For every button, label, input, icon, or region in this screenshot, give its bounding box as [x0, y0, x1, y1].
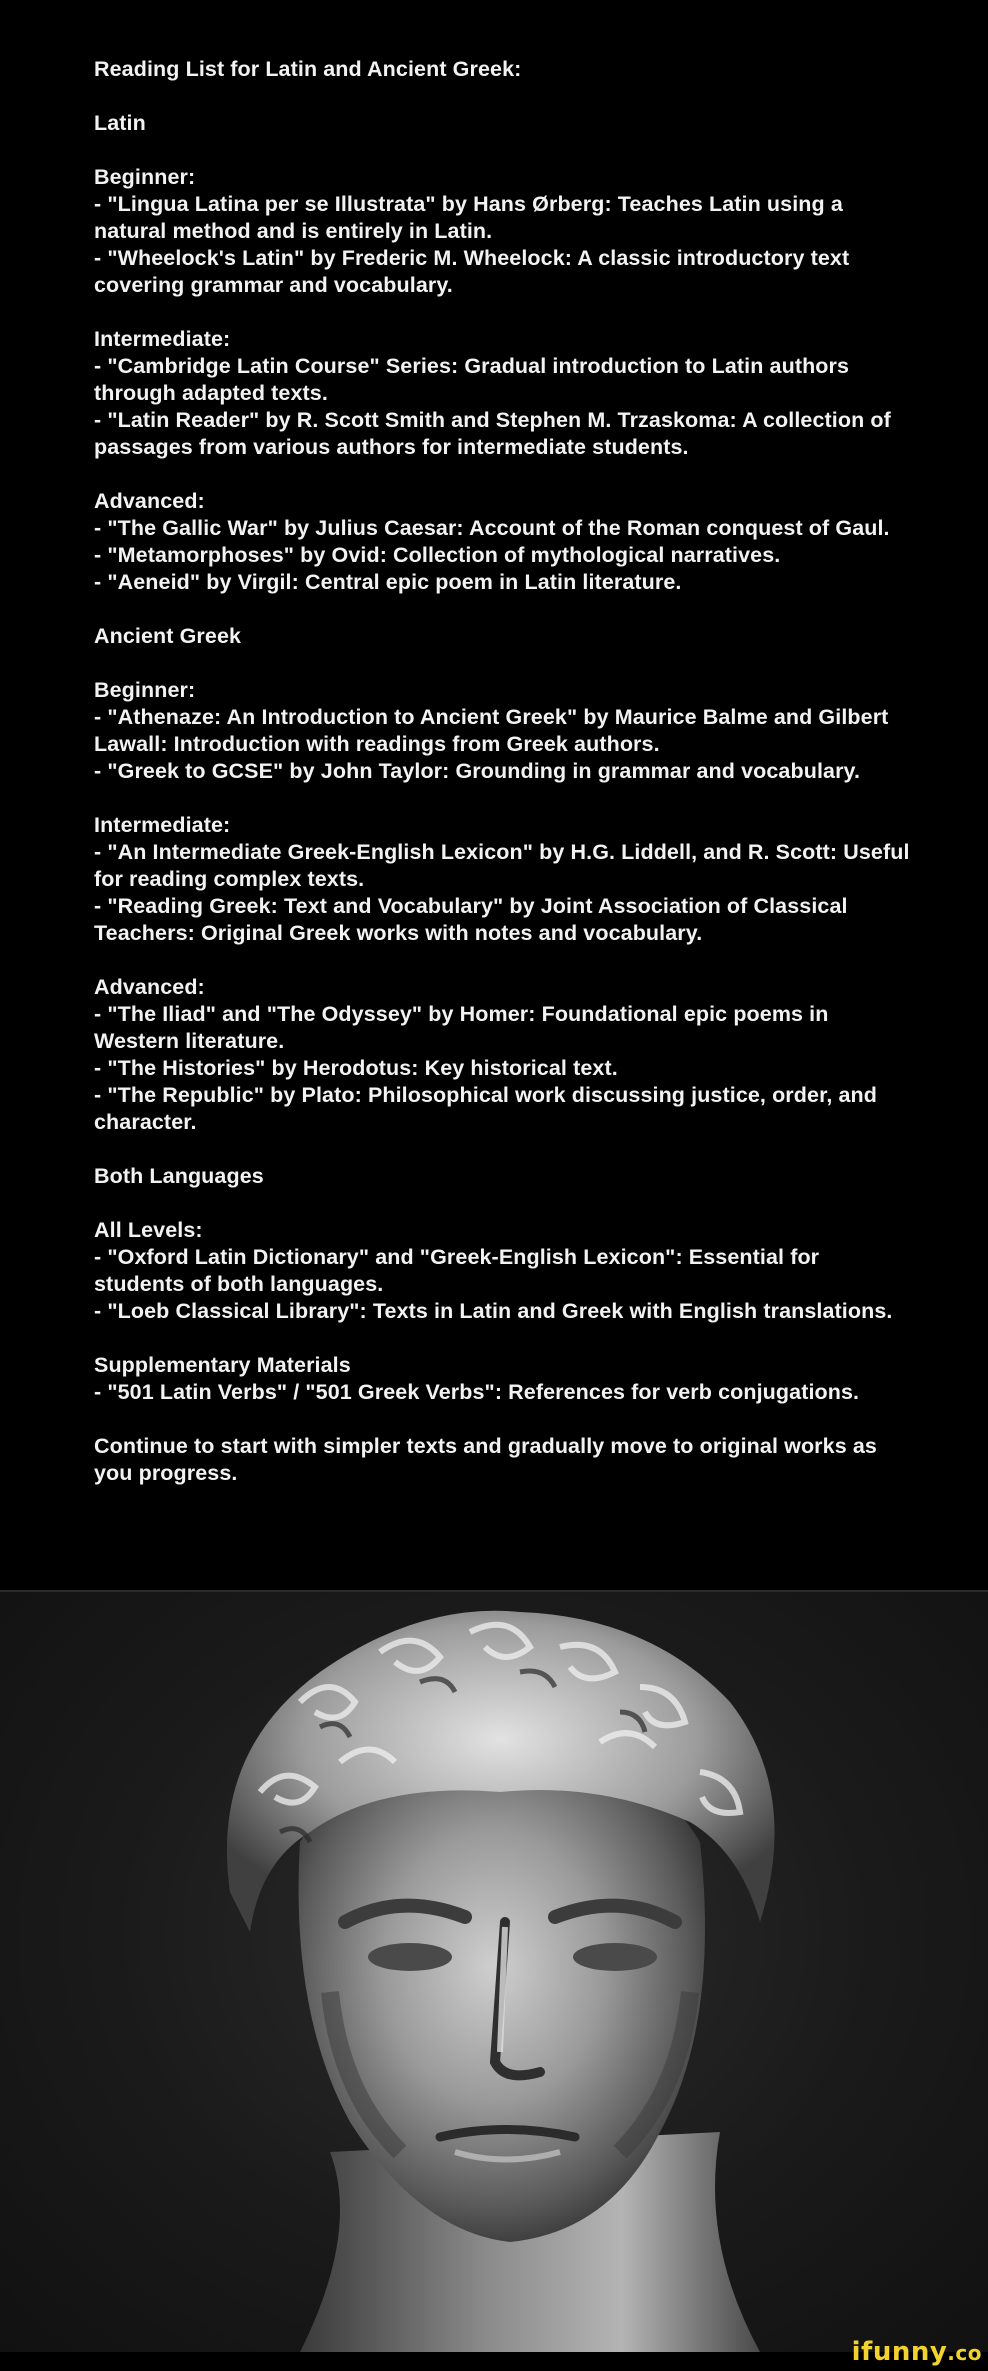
- reading-list-line: [94, 1136, 914, 1163]
- reading-list-line: - "Wheelock's Latin" by Frederic M. Wheelock: A classic introductory text covering grammar and vocabulary.: [94, 246, 856, 297]
- watermark-suffix: .co: [947, 2341, 982, 2365]
- reading-list-line: - "Metamorphoses" by Ovid: Collection of mythological narratives.: [94, 543, 781, 567]
- reading-list-line: Continue to start with simpler texts and gradually move to original works as you progress.: [94, 1434, 884, 1485]
- reading-list-line: [94, 137, 914, 164]
- reading-list-line: [94, 83, 914, 110]
- reading-list-line: - "Lingua Latina per se Illustrata" by Hans Ørberg: Teaches Latin using a natural method and is entirely in Latin.: [94, 192, 849, 243]
- reading-list-line: [94, 299, 914, 326]
- reading-list-line: Supplementary Materials: [94, 1353, 351, 1377]
- reading-list-line: - "The Histories" by Herodotus: Key historical text.: [94, 1056, 618, 1080]
- reading-list-line: [94, 1325, 914, 1352]
- reading-list-line: [94, 1406, 914, 1433]
- watermark-text: ifunny: [851, 2337, 948, 2367]
- reading-list-line: - "Aeneid" by Virgil: Central epic poem in Latin literature.: [94, 570, 682, 594]
- reading-list-line: Intermediate:: [94, 327, 231, 351]
- reading-list-line: - "An Intermediate Greek-English Lexicon" by H.G. Liddell, and R. Scott: Useful for reading complex texts.: [94, 840, 916, 891]
- reading-list-line: Beginner:: [94, 165, 196, 189]
- reading-list-line: - "The Republic" by Plato: Philosophical work discussing justice, order, and character.: [94, 1083, 884, 1134]
- reading-list-line: - "Greek to GCSE" by John Taylor: Grounding in grammar and vocabulary.: [94, 759, 861, 783]
- reading-list-line: [94, 1190, 914, 1217]
- reading-list-line: Reading List for Latin and Ancient Greek:: [94, 57, 522, 81]
- reading-list-line: Both Languages: [94, 1164, 264, 1188]
- reading-list-line: All Levels:: [94, 1218, 203, 1242]
- reading-list-line: [94, 596, 914, 623]
- reading-list-line: - "Reading Greek: Text and Vocabulary" by Joint Association of Classical Teachers: Original Greek works with notes and vocabulary.: [94, 894, 854, 945]
- ifunny-watermark[interactable]: [852, 2337, 982, 2367]
- reading-list-line: - "Latin Reader" by R. Scott Smith and Stephen M. Trzaskoma: A collection of passages from various authors for intermediate students.: [94, 408, 897, 459]
- reading-list-line: Ancient Greek: [94, 624, 242, 648]
- reading-list-line: [94, 785, 914, 812]
- reading-list-line: Latin: [94, 111, 146, 135]
- reading-list-line: - "501 Latin Verbs" / "501 Greek Verbs": References for verb conjugations.: [94, 1380, 860, 1404]
- marble-statue-head-icon: [0, 1592, 988, 2352]
- reading-list-text: [94, 56, 914, 1487]
- reading-list-line: - "The Gallic War" by Julius Caesar: Account of the Roman conquest of Gaul.: [94, 516, 890, 540]
- reading-list-line: - "Loeb Classical Library": Texts in Latin and Greek with English translations.: [94, 1299, 893, 1323]
- reading-list-line: - "Oxford Latin Dictionary" and "Greek-English Lexicon": Essential for students of both languages.: [94, 1245, 826, 1296]
- reading-list-line: [94, 947, 914, 974]
- reading-list-line: [94, 650, 914, 677]
- reading-list-line: Beginner:: [94, 678, 196, 702]
- reading-list-line: Advanced:: [94, 489, 205, 513]
- reading-list-line: Intermediate:: [94, 813, 231, 837]
- reading-list-line: [94, 461, 914, 488]
- reading-list-line: - "The Iliad" and "The Odyssey" by Homer: Foundational epic poems in Western literature.: [94, 1002, 835, 1053]
- statue-image: [0, 1592, 988, 2352]
- reading-list-line: Advanced:: [94, 975, 205, 999]
- reading-list-line: - "Athenaze: An Introduction to Ancient Greek" by Maurice Balme and Gilbert Lawall: Introduction with readings from Greek authors.: [94, 705, 895, 756]
- footer-bar: [0, 2352, 988, 2371]
- reading-list-line: - "Cambridge Latin Course" Series: Gradual introduction to Latin authors through adapted texts.: [94, 354, 856, 405]
